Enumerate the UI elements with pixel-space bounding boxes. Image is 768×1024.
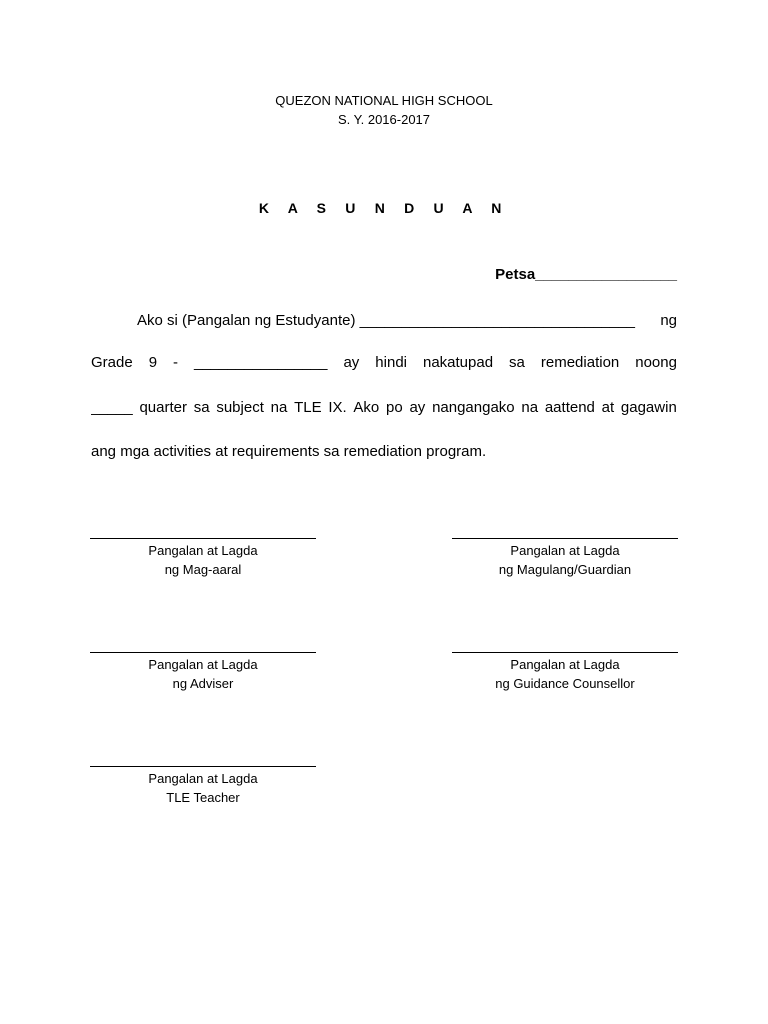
body-line-1 (137, 312, 677, 330)
body-word: sa (193, 399, 210, 416)
body-word: ________________ (194, 354, 328, 371)
document-title: K A S U N D U A N (258, 200, 510, 216)
body-word: 9 (148, 354, 158, 371)
school-year: S. Y. 2016-2017 (337, 112, 431, 127)
signature-block-guidance (452, 652, 678, 693)
signature-label: Pangalan at Lagda (510, 657, 620, 672)
body-word: ay (343, 354, 360, 371)
body-word: na (270, 399, 288, 416)
signature-block-student (90, 538, 316, 579)
body-word: gagawin (620, 399, 677, 416)
school-name: QUEZON NATIONAL HIGH SCHOOL (275, 93, 493, 108)
body-word: aattend (544, 399, 595, 416)
signature-line (90, 652, 316, 653)
body-word: at (601, 399, 615, 416)
date-field: Petsa_________________ (495, 266, 677, 283)
signature-block-parent (452, 538, 678, 579)
signature-line (452, 652, 678, 653)
body-word: nakatupad (422, 354, 494, 371)
signature-role: ng Adviser (172, 676, 234, 691)
body-text: ng (660, 312, 677, 329)
body-word: nangangako (432, 399, 515, 416)
body-word: Ako (353, 399, 380, 416)
body-word: _____ (91, 399, 133, 416)
signature-label: Pangalan at Lagda (148, 657, 258, 672)
signature-role: ng Mag-aaral (164, 562, 242, 577)
signature-label: Pangalan at Lagda (510, 543, 620, 558)
body-word: subject (216, 399, 264, 416)
body-word: - (173, 354, 179, 371)
body-word: IX. (328, 399, 347, 416)
body-word: remediation (540, 354, 620, 371)
body-word: na (521, 399, 539, 416)
body-word: quarter (139, 399, 187, 416)
body-line-3 (91, 399, 677, 417)
body-line-2 (91, 354, 677, 372)
body-word: sa (509, 354, 525, 371)
body-word: ay (409, 399, 426, 416)
body-line-4: ang mga activities at requirements sa remediation program. (91, 443, 487, 460)
signature-line (90, 538, 316, 539)
body-word: TLE (294, 399, 322, 416)
signature-block-teacher (90, 766, 316, 807)
signature-block-adviser (90, 652, 316, 693)
signature-label: Pangalan at Lagda (148, 771, 258, 786)
signature-line (90, 766, 316, 767)
body-word: noong (635, 354, 677, 371)
body-word: po (386, 399, 403, 416)
signature-label: Pangalan at Lagda (148, 543, 258, 558)
signature-role: ng Magulang/Guardian (498, 562, 632, 577)
body-word: hindi (375, 354, 407, 371)
signature-role: ng Guidance Counsellor (495, 676, 635, 691)
signature-line (452, 538, 678, 539)
signature-role: TLE Teacher (166, 790, 240, 805)
body-text: Ako si (Pangalan ng Estudyante) _________________________________ (137, 312, 635, 329)
body-word: Grade (91, 354, 133, 371)
